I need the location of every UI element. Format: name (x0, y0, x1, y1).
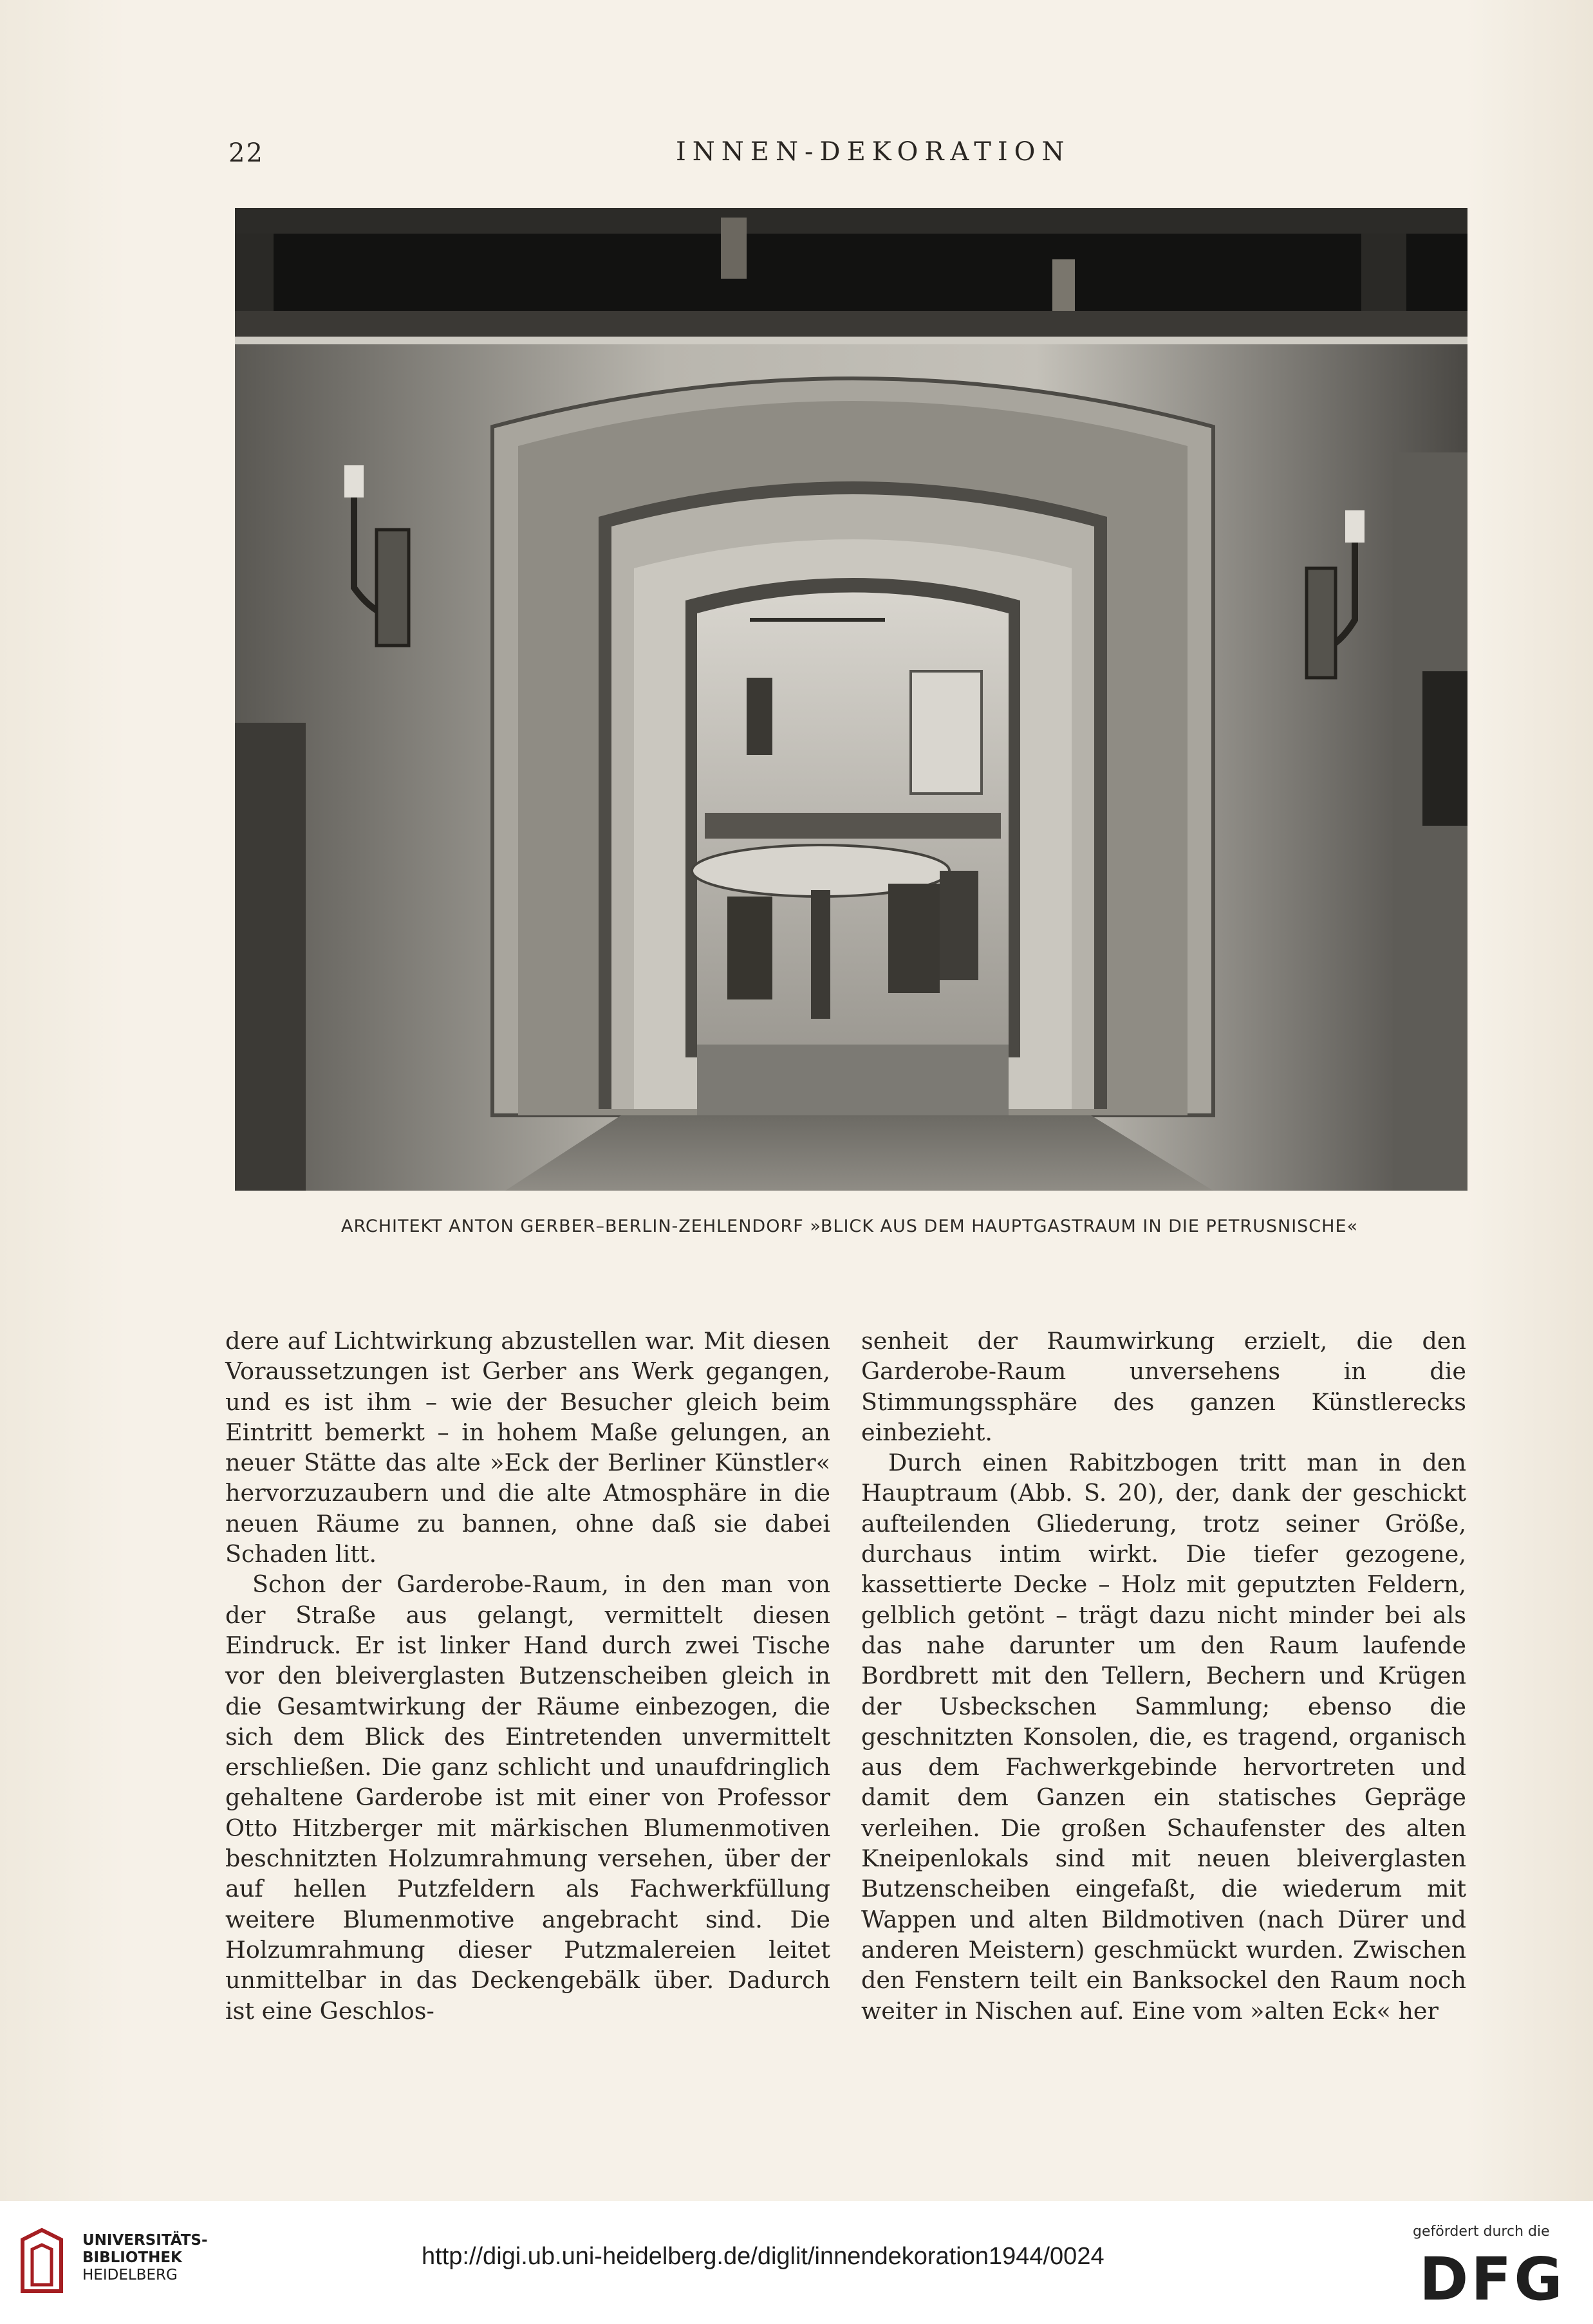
library-name: UNIVERSITÄTS- BIBLIOTHEK HEIDELBERG (82, 2232, 208, 2283)
left-text-column (225, 1326, 830, 2026)
paragraph: Durch einen Rabitzbogen tritt man in den Hauptraum (Abb. S. 20), der, dank der geschickt aufteilenden Gliederung, trotz seiner Größe, durchaus intim wirkt. Die tiefer gezogene, kassettierte Decke – Holz mit geputzten Feldern, gelblich getönt – trägt dazu nicht minder bei als das nahe darunter um den Raum laufende Bordbrett mit den Tellern, Bechern und Krügen der Usbeckschen Sammlung; ebenso die geschnitzten Konsolen, die, es tragend, organisch aus dem Fachwerkgebinde hervortreten und damit dem Ganzen ein statisches Gepräge verleihen. Die großen Schaufenster des alten Kneipenlokals sind mit neuen bleiverglasten Butzenscheiben eingefaßt, die wiederum mit Wappen und alten Bildmotiven (nach Dürer und anderen Meistern) geschmückt wurden. Zwischen den Fenstern teilt ein Banksockel den Raum noch weiter in Nischen auf. Eine vom »alten Eck« her (861, 1449, 1466, 2025)
dfg-logo: DFG (1419, 2245, 1565, 2314)
page-number: 22 (228, 138, 264, 168)
right-text-column (861, 1326, 1466, 2026)
running-title: INNEN-DEKORATION (676, 137, 1071, 167)
interior-photograph (235, 208, 1467, 1191)
paragraph: Schon der Garderobe-Raum, in den man von der Straße aus gelangt, vermittelt diesen Eindruck. Er ist linker Hand durch zwei Tische vor den bleiverglasten Butzenscheiben gleich in die Gesamtwirkung der Räume einbezogen, die sich dem Blick des Eintretenden unvermittelt erschließen. Die ganz schlicht und unaufdringlich gehaltene Garderobe ist mit einer von Professor Otto Hitzberger mit märkischen Blumenmotiven beschnitzten Holzumrahmung versehen, über der auf hellen Putzfeldern als Fachwerkfüllung weitere Blumenmotive angebracht sind. Die Holzumrahmung dieser Putzmalereien leitet unmittelbar in das Deckengebälk über. Dadurch ist eine Geschlos- (225, 1570, 830, 2025)
source-url-link[interactable]: http://digi.ub.uni-heidelberg.de/diglit/innendekoration1944/0024 (422, 2243, 1104, 2270)
figure-caption: ARCHITEKT ANTON GERBER–BERLIN-ZEHLENDORF »BLICK AUS DEM HAUPTGASTRAUM IN DIE PETRUSNISCHE« (340, 1216, 1359, 1236)
funding-note: gefördert durch die (1413, 2224, 1550, 2240)
paragraph: senheit der Raumwirkung erzielt, die den Garderobe-Raum unversehens in die Stimmungssphäre des ganzen Künstlerecks einbezieht. (861, 1327, 1466, 1446)
paragraph: dere auf Lichtwirkung abzustellen war. Mit diesen Voraussetzungen ist Gerber ans Werk gegangen, und es ist ihm – wie der Besucher gleich beim Eintritt bemerkt – in hohem Maße gelungen, an neuer Stätte das alte »Eck der Berliner Künstler« hervorzuzaubern und die alte Atmosphäre in die neuen Räume zu bannen, ohne daß sie dabei Schaden litt. (225, 1327, 830, 1568)
university-library-logo-icon (16, 2227, 68, 2298)
